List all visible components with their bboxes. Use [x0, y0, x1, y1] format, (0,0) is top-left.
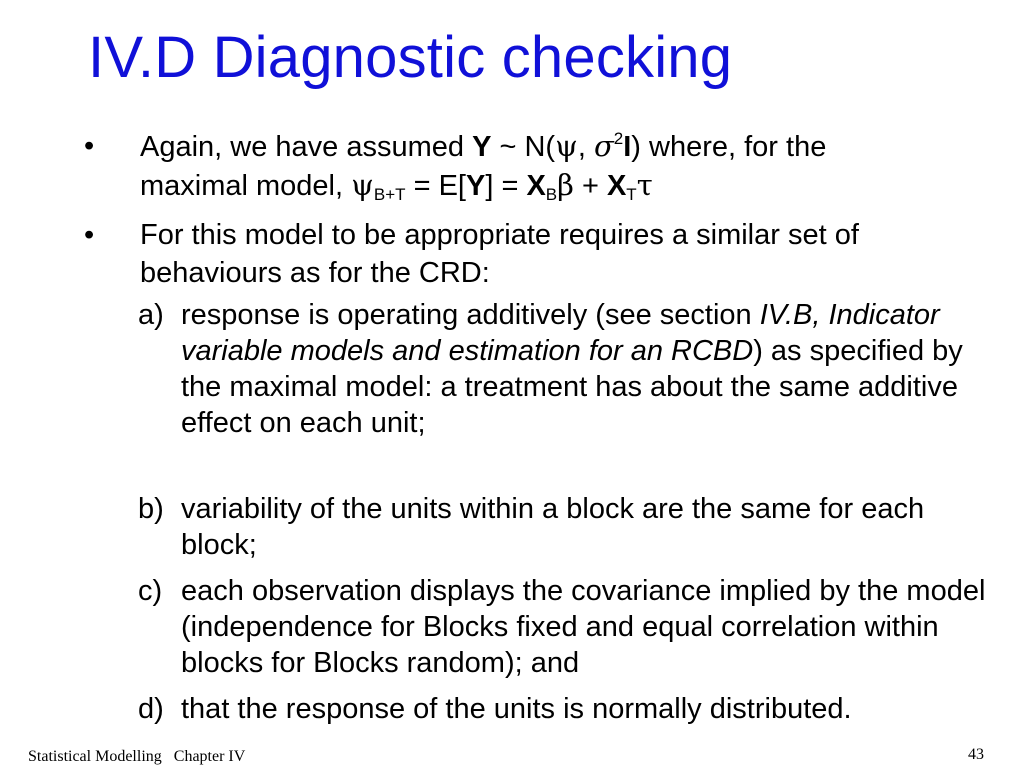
slide-footer — [28, 748, 245, 766]
sub-item-b-marker: b) — [138, 493, 164, 525]
sub-item-a-text: response is operating additively (see section IV.B, Indicator variable models and estimation for an RCBD) as specified by the maximal model: a treatment has about the same additive effect on each unit; — [181, 299, 963, 439]
slide-title: IV.D Diagnostic checking — [88, 25, 733, 90]
footer-chapter: Chapter IV — [173, 748, 246, 765]
bullet-1-text: Again, we have assumed Y ~ N(ψ, $\sigma^2I$) where, for the maximal model, $\psi_{B+T} = E[Y] = X_B\beta + X_T\tau$ — [140, 129, 827, 204]
sub-item-b-text: variability of the units within a block are the same for each block; — [181, 493, 925, 561]
bullet-marker-1: • — [84, 130, 95, 162]
bullet-marker-2: • — [84, 219, 95, 251]
sub-item-d-text: that the response of the units is normally distributed. — [181, 693, 852, 725]
sub-item-a-marker: a) — [138, 299, 164, 331]
bullet-2-text: For this model to be appropriate requires a similar set of behaviours as for the CRD: — [140, 219, 859, 289]
sub-item-c-marker: c) — [138, 575, 163, 607]
sub-item-c-text: each observation displays the covariance implied by the model (independence for Blocks fixed and equal correlation within blocks for Blocks random); and — [181, 575, 986, 679]
footer-course: Statistical Modelling — [28, 748, 162, 765]
sub-item-d-marker: d) — [138, 693, 164, 725]
page-number: 43 — [968, 746, 984, 763]
